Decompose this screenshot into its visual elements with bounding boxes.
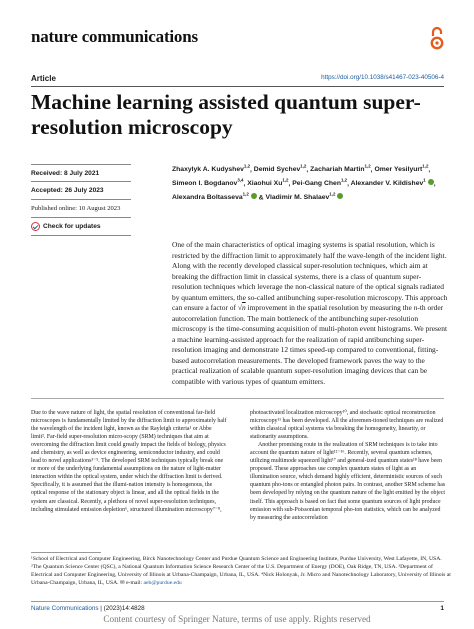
footer-journal-link[interactable]: Nature Communications — [31, 605, 99, 612]
footnote-divider — [31, 552, 101, 553]
orcid-icon[interactable] — [337, 193, 343, 199]
article-type: Article — [31, 74, 56, 83]
abstract-text: improvement in the spatial resolution by measuring the — [245, 303, 414, 312]
sqrt-variable: n — [241, 303, 246, 312]
author-name-text: Alexander V. Kildishev — [350, 180, 424, 188]
author-name-text: Alexandra Boltasseva — [172, 193, 243, 201]
author-name-text: Pei-Gang Chen — [292, 180, 341, 188]
author-separator: , — [243, 180, 248, 188]
affiliations-text: ¹School of Electrical and Computer Engineering, Birck Nanotechnology Center and Purdue Quantum Science and Engineering Institute, Purdue University, West Lafayette, IN, USA. ²The Quantum Science Center (QSC), a National Quantum Information Science Research Center of the U.S. Department of Energy (DOE), Oak Ridge, TN, USA. ³Department of Electrical and Computer Engineering, University of Illinois at Urbana-Champaign, Urbana, IL, USA. ⁴Nick Holonyak, Jr. Micro and Nanotechnology Laboratory, University of Illinois at Urbana-Champaign, Urbana, IL, USA. — [31, 556, 451, 586]
sqrt-symbol: √ — [237, 303, 242, 312]
author-affiliation-marker: 1 — [423, 177, 426, 183]
author-affiliation-marker: 1,2 — [243, 164, 251, 169]
author-name-text: Demid Sychev — [253, 166, 301, 174]
author-name[interactable] — [247, 177, 289, 188]
author-separator: , — [347, 180, 351, 188]
author-name[interactable] — [172, 166, 250, 173]
journal-brand: nature communications — [31, 27, 198, 46]
affiliations — [31, 556, 451, 588]
author-affiliation-marker: 1,2 — [282, 177, 289, 183]
author-name-text: Zachariah Martin — [310, 166, 365, 174]
author-name[interactable] — [265, 191, 343, 201]
courtesy-notice: Content courtesy of Springer Nature, terms of use apply. Rights reserved — [103, 614, 371, 624]
author-name[interactable] — [254, 166, 307, 173]
contact-label: e-mail: — [124, 579, 144, 586]
footer-divider — [31, 601, 444, 602]
author-name-text: Simeon I. Bogdanov — [172, 180, 238, 188]
author-separator: , — [306, 166, 311, 174]
author-separator: , — [433, 180, 436, 188]
check-updates-icon — [31, 222, 40, 231]
order-variable: n — [413, 303, 418, 312]
check-updates-label: Check for updates — [43, 223, 101, 230]
body-paragraph: Another promising route in the realization of SRM techniques is to take into account the quantum nature of light¹²⁻¹⁶. Recently, several quantum schemes, utilizing multimode squeezed light¹⁷ and general-ized quantum states¹⁸ have been proposed. These approaches use complex quantum states of light as an illumination source, which demand highly efficient, deterministic sources of such quantum pho-tons or entangled photon pairs. In contrast, another SRM scheme has been developed by relying on the quantum nature of the light emitted by the object itself. This approach is based on fact that some quantum sources of light produce emission with sub-Poissonian temporal pho-ton statistics, which can be analyzed by measuring the autocorrelation — [250, 442, 446, 521]
body-paragraph: Due to the wave nature of light, the spatial resolution of conventional far-field microscopes is fundamentally limited by the diffraction limit to approximately half the wavelength of the incident light, known as the Rayleigh criteria¹ or Abbe limit². Far-field super-resolution micro-scopy (SRM) techniques that aim at overcoming the diffraction limit could greatly impact the fields of biology, physics and chemistry, as well as device engineering, semiconductor industry, and could lead to novel applications³⁻⁵. The developed SRM techniques typically break one or more of the underlying fundamental assumptions on the nature of light-matter interaction within the optical system, under which the diffraction limit is derived. Specifically, it is assumed that the illumi-nation intensity is homogenous, the optical response of the stationary object is linear, and all the optical fields in the system are classical. Recently, a plethora of novel super-resolution techniques, including stimulated emission depletion⁶, structured illumination microscopy⁷⁻⁸, — [31, 410, 227, 513]
doi-link[interactable]: https://doi.org/10.1038/s41467-023-40506-4 — [321, 74, 444, 81]
section-divider — [31, 398, 444, 399]
author-affiliation-marker: 1,2 — [422, 164, 429, 169]
author-name[interactable] — [350, 177, 434, 188]
author-separator: , — [428, 166, 431, 174]
author-list — [172, 162, 448, 204]
abstract-text: -th order autocorrelation function. The main bottleneck of the antibunching super-resolution microscopy is the time-consuming acquisition of multi-photon event histograms. We present a machine learning-assisted approach for the realization of rapid antibunching super-resolution imaging and demonstrate 12 times speed-up compared to conventional, fitting-based autocorrelation measurements. The developed framework paves the way to the practical realization of scalable quantum super-resolution imaging devices that can be compatible with various types of quantum emitters. — [172, 303, 448, 386]
footer-citation-text: | (2023)14:4828 — [98, 605, 145, 612]
body-paragraph: photoactivated localization microscopy¹⁰, and stochastic optical reconstruction microscopy¹¹ has been developed. All the aforemen-tioned techniques are realized within classical optical systems via breaking the homogeneity, linearity, or stationarity assumptions. — [250, 410, 444, 441]
author-name[interactable] — [374, 164, 431, 174]
received-date: Received: 8 July 2021 — [31, 164, 131, 182]
contact-email-link[interactable]: aeb@purdue.edu — [143, 579, 182, 586]
open-access-icon — [429, 26, 445, 52]
author-affiliation-marker: 3,4 — [237, 177, 244, 183]
author-affiliation-marker: 1,2 — [329, 191, 336, 197]
footer-citation — [31, 605, 145, 612]
header-divider — [31, 86, 444, 87]
check-for-updates-button[interactable] — [31, 218, 131, 236]
publication-dates — [31, 164, 131, 236]
page-number: 1 — [440, 605, 444, 612]
author-separator: , — [288, 180, 293, 188]
body-column-right — [250, 409, 446, 522]
author-affiliation-marker: 1,2 — [242, 191, 249, 197]
author-affiliation-marker: 1,2 — [364, 164, 371, 169]
author-name-text: Xiaohui Xu — [247, 180, 283, 188]
author-separator: , — [250, 166, 254, 174]
author-separator: , — [370, 166, 375, 174]
author-name[interactable] — [292, 177, 348, 188]
author-name[interactable] — [172, 177, 244, 188]
author-affiliation-marker: 1,2 — [300, 164, 307, 169]
accepted-date: Accepted: 26 July 2023 — [31, 182, 131, 200]
published-date: Published online: 10 August 2023 — [31, 200, 131, 218]
abstract-text: One of the main characteristics of optical imaging systems is spatial resolution, which is restricted by the diffraction limit to approximately half the wave-length of the incident light. Along with the recently developed classical super-resolution techniques, which aim at breaking the diffraction limit in classical systems, there is a class of quantum super-resolution techniques which leverage the non-classical nature of the optical signals radiated by quantum emitters, the so-called antibunching super-resolution microscopy. This approach can ensure a factor of — [172, 240, 448, 312]
page-title: Machine learning assisted quantum super-resolution microscopy — [31, 90, 421, 139]
abstract — [172, 240, 448, 387]
email-icon: ✉ — [119, 579, 125, 586]
author-name[interactable] — [310, 166, 371, 173]
author-name-text: Zhaxylyk A. Kudyshev — [172, 166, 244, 174]
author-name-text: Omer Yesilyurt — [374, 166, 423, 174]
author-affiliation-marker: 1,2 — [340, 177, 348, 183]
author-name[interactable] — [172, 191, 257, 201]
author-separator: & — [256, 193, 266, 201]
author-name-text: Vladimir M. Shalaev — [265, 193, 330, 201]
body-column-left — [31, 409, 227, 514]
